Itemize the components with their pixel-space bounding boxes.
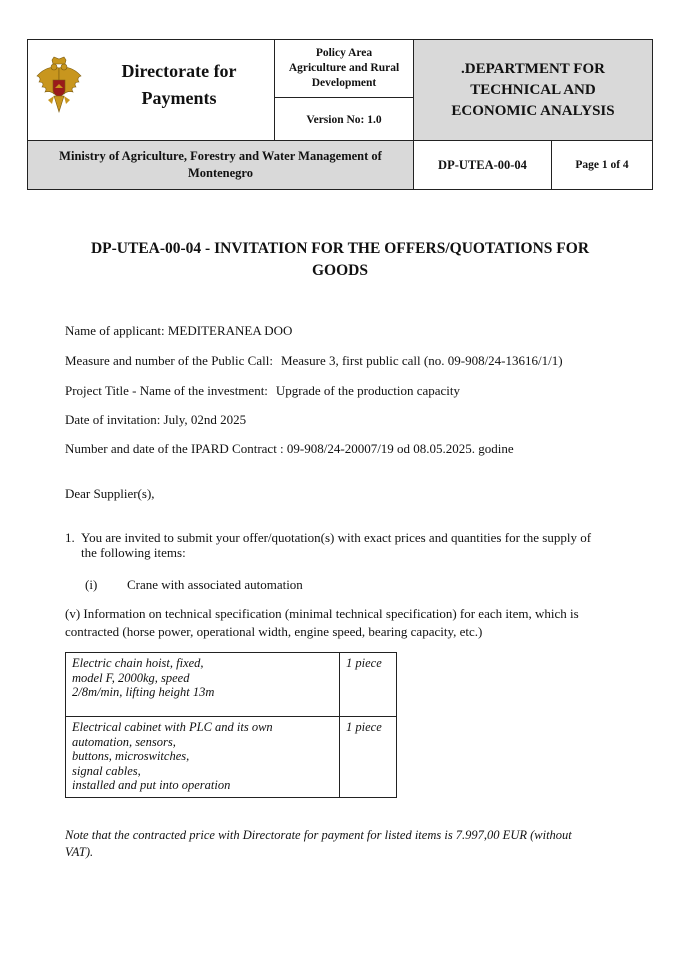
- title-line1: DP-UTEA-00-04 - INVITATION FOR THE OFFERS/QUOTATIONS FOR: [90, 240, 590, 257]
- list-number: 1.: [65, 530, 75, 545]
- directorate-line2: Payments: [141, 88, 217, 108]
- item-desc-line: buttons, microswitches,: [72, 749, 190, 763]
- item-quantity: 1 piece: [346, 720, 382, 734]
- montenegro-coat-of-arms-icon: [34, 56, 84, 118]
- spec-line1: (v) Information on technical specification (minimal technical specification) for each item, which is: [65, 606, 579, 621]
- sub-item-i: [85, 577, 303, 593]
- price-note: [65, 827, 625, 861]
- item-desc-line: Electric chain hoist, fixed,: [72, 656, 204, 670]
- item-quantity: 1 piece: [346, 656, 382, 670]
- item-desc-line: model F, 2000kg, speed: [72, 670, 190, 685]
- project-label: Project Title - Name of the investment:: [65, 383, 268, 398]
- project-field: [65, 383, 460, 399]
- title-line2: GOODS: [312, 262, 368, 279]
- item-description: [66, 717, 340, 797]
- note-line1: Note that the contracted price with Directorate for payment for listed items is 7.997,00 EUR (without: [65, 828, 572, 842]
- contract-field: Number and date of the IPARD Contract : 09-908/24-20007/19 od 08.05.2025. godine: [65, 441, 514, 456]
- page-indicator: Page 1 of 4: [551, 140, 653, 190]
- document-code: DP-UTEA-00-04: [413, 140, 552, 190]
- table-row: [66, 653, 396, 717]
- directorate-line1: Directorate for: [121, 61, 237, 81]
- ministry-line1: Ministry of Agriculture, Forestry and Water Management of: [59, 149, 382, 163]
- table-row: [66, 717, 396, 797]
- item-desc-line: signal cables,: [72, 763, 141, 778]
- policy-line1: Policy Area: [315, 47, 373, 59]
- policy-area: [275, 40, 413, 98]
- list-text: [81, 530, 625, 560]
- policy-line2: Agriculture and Rural: [288, 62, 400, 74]
- list-line2: the following items:: [81, 545, 186, 560]
- department-line3: ECONOMIC ANALYSIS: [451, 102, 615, 119]
- document-header: [27, 39, 653, 190]
- department-line2: TECHNICAL AND: [470, 81, 596, 98]
- item-desc-line: automation, sensors,: [72, 734, 176, 749]
- item-desc-line: 2/8m/min, lifting height 13m: [72, 685, 215, 699]
- document-title: [40, 238, 640, 282]
- date-field: Date of invitation: July, 02nd 2025: [65, 412, 247, 427]
- measure-value: Measure 3, first public call (no. 09-908/24-13616/1/1): [280, 353, 563, 368]
- item-desc-line: Electrical cabinet with PLC and its own: [72, 720, 273, 734]
- applicant-field: Name of applicant: MEDITERANEA DOO: [65, 323, 293, 338]
- department-line1: .DEPARTMENT FOR: [461, 60, 605, 77]
- measure-field: [65, 353, 563, 369]
- item-desc-line: installed and put into operation: [72, 778, 231, 792]
- sub-item-label: (i): [85, 577, 98, 592]
- spec-line2: contracted (horse power, operational width, engine speed, bearing capacity, etc.): [65, 624, 483, 639]
- directorate-cell: [27, 39, 275, 141]
- directorate-title: [90, 58, 268, 112]
- measure-label: Measure and number of the Public Call:: [65, 353, 273, 368]
- ministry-line2: Montenegro: [187, 166, 254, 180]
- technical-spec-paragraph: [65, 605, 625, 641]
- version-label: Version No: 1.0: [306, 113, 382, 126]
- ministry-cell: [27, 140, 414, 190]
- item-description: [66, 653, 340, 716]
- sub-item-text: Crane with associated automation: [127, 577, 303, 592]
- project-value: Upgrade of the production capacity: [275, 383, 461, 398]
- department-cell: [413, 39, 653, 141]
- greeting: Dear Supplier(s),: [65, 486, 155, 501]
- note-line2: VAT).: [65, 845, 94, 859]
- items-table: [65, 652, 397, 798]
- list-line1: You are invited to submit your offer/quotation(s) with exact prices and quantities for the supply of: [81, 530, 592, 545]
- policy-cell: [274, 39, 414, 141]
- policy-line3: Development: [311, 77, 377, 89]
